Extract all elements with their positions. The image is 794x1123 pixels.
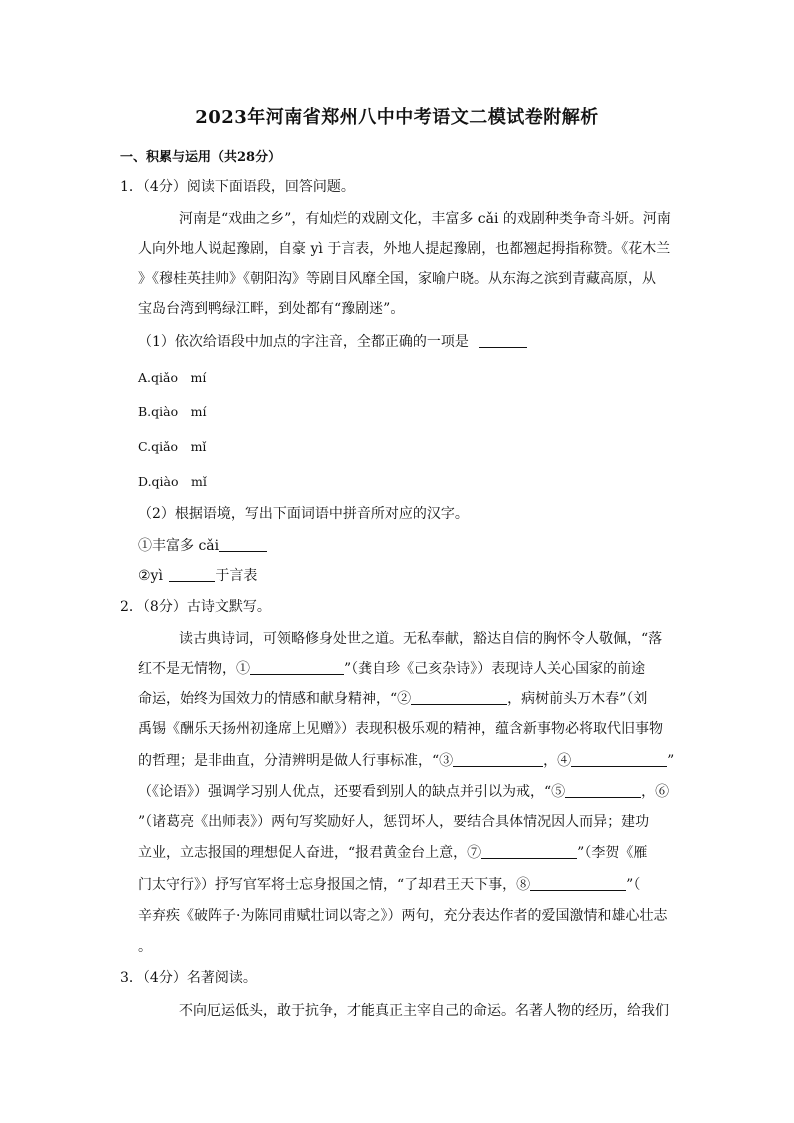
answer-blank-4[interactable] [571,752,667,767]
answer-blank[interactable] [479,333,527,348]
option-c[interactable]: C.qiǎo mǐ [138,439,207,454]
passage-line: 宝岛台湾到鸭绿江畔，到处都有“豫剧迷”。 [138,301,405,317]
poem-text: 红不是无情物，① [138,661,250,677]
sub-question-1 [138,332,527,352]
answer-blank-8[interactable] [530,876,626,891]
passage-line: 不向厄运低头，敢于抗争，才能真正主宰自己的命运。名著人物的经历，给我们 [179,1003,669,1019]
poem-line [138,689,647,709]
poem-line [138,875,640,895]
poem-text: 立业，立志报国的理想促人奋进，“报君黄金台上意，⑦ [138,845,482,861]
option-a[interactable]: A.qiǎo mí [138,370,207,385]
poem-text: （《论语》）强调学习别人优点，还要看到别人的缺点并引以为戒，“⑤ [138,784,566,800]
poem-text: ”（ [626,877,641,893]
poem-line: 辛弃疾《破阵子·为陈同甫赋壮词以寄之》）两句，充分表达作者的爱国激情和雄心壮志 [138,908,668,924]
poem-line: 禹锡《酬乐天扬州初逢席上见赠》）表现积极乐观的精神，蕴含新事物必将取代旧事物 [138,721,663,737]
passage-line: 人向外地人说起豫剧，自豪 yì 于言表，外地人提起豫剧，也都翘起拇指称赞。《花木兰 [138,241,671,257]
poem-line [138,782,669,802]
answer-blank-2[interactable] [411,690,507,705]
poem-line [138,843,647,863]
option-b[interactable]: B.qiào mí [138,404,207,419]
answer-blank-7[interactable] [481,844,577,859]
section-heading: 一、积累与运用（共28分） [120,150,282,165]
poem-text: ，⑥ [641,784,670,800]
answer-blank[interactable] [219,537,267,552]
page-title: 2023年河南省郑州八中中考语文二模试卷附解析 [195,107,599,128]
poem-line [138,751,674,771]
passage-line: 》《穆桂英挂帅》《朝阳沟》等剧目风靡全国，家喻户晓。从东海之滨到青藏高原，从 [138,271,656,287]
poem-line: 。 [138,939,152,955]
answer-blank-5[interactable] [565,783,641,798]
sub-question-1-text: （1）依次给语段中加点的字注音，全都正确的一项是 [138,334,469,350]
sub-question-2: （2）根据语境，写出下面词语中拼音所对应的汉字。 [138,506,469,522]
poem-text: 门太守行》）抒写官军将士忘身报国之情，“了却君王天下事，⑧ [138,877,531,893]
poem-text: 命运，始终为国效力的情感和献身精神，“② [138,691,412,707]
poem-text: ” [667,753,675,769]
poem-text: ”（李贺《雁 [577,845,648,861]
passage-line: 河南是“戏曲之乡”，有灿烂的戏剧文化，丰富多 cǎi 的戏剧种类争奇斗妍。河南 [179,211,671,227]
answer-blank[interactable] [169,567,215,582]
poem-text: ，④ [543,753,572,769]
option-d[interactable]: D.qiào mǐ [138,474,207,489]
poem-line: 读古典诗词，可领略修身处世之道。无私奉献，豁达自信的胸怀令人敬佩，“落 [179,631,663,647]
fill-item-1 [138,536,267,556]
poem-line [138,659,645,679]
fill-item-1-text: ①丰富多 cǎi [138,538,220,554]
question-2-heading: 2．（8分）古诗文默写。 [120,599,271,615]
poem-text: ，病树前头万木春”（刘 [507,691,648,707]
answer-blank-1[interactable] [250,660,344,675]
poem-text: ”（龚自珍《己亥杂诗》）表现诗人关心国家的前途 [344,661,646,677]
question-3-heading: 3．（4分）名著阅读。 [120,970,257,986]
poem-line: ”（诸葛亮《出师表》）两句写奖励好人，惩罚坏人，要结合具体情况因人而异；建功 [138,814,650,830]
fill-item-2-text: ②yì [138,568,163,584]
answer-blank-3[interactable] [453,752,543,767]
poem-text: 的哲理；是非曲直，分清辨明是做人行事标准，“③ [138,753,454,769]
fill-item-2 [138,566,257,586]
fill-item-2-tail: 于言表 [215,568,258,584]
question-1-heading: 1．（4分）阅读下面语段，回答问题。 [120,179,355,195]
